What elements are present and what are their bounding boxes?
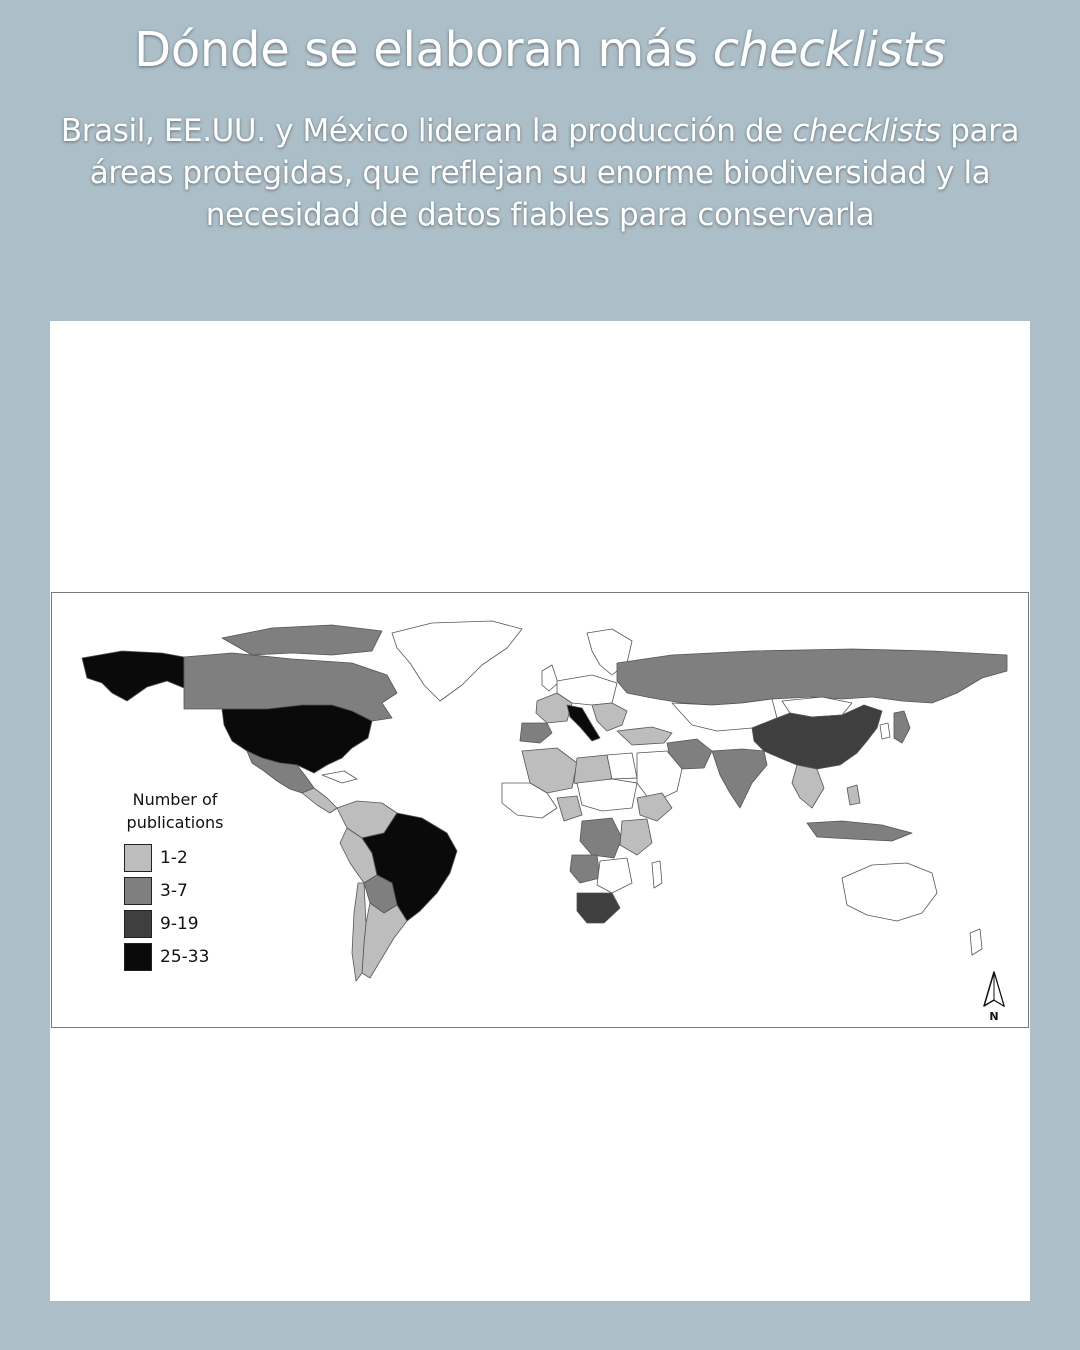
legend-label: 25-33 xyxy=(160,947,210,967)
region-nigeria xyxy=(557,796,582,821)
region-japan xyxy=(894,711,910,743)
page-subtitle xyxy=(40,110,1040,236)
region-korea xyxy=(880,723,890,739)
region-sudan-chad xyxy=(577,779,637,811)
title-text: Dónde se elaboran más xyxy=(134,22,713,78)
title-emphasis: checklists xyxy=(712,22,946,78)
region-usa xyxy=(222,705,372,773)
region-angola xyxy=(570,855,600,883)
north-label: N xyxy=(989,1010,999,1022)
region-southern-africa xyxy=(597,858,632,893)
north-arrow-icon xyxy=(980,970,1008,1022)
legend-title-line1: Number of xyxy=(132,790,218,809)
legend-title xyxy=(120,788,230,834)
legend-swatch xyxy=(124,844,152,872)
region-new-zealand xyxy=(970,929,982,955)
region-balkans xyxy=(592,703,627,731)
region-ethiopia xyxy=(637,793,672,821)
legend-items xyxy=(120,844,260,971)
region-spain xyxy=(520,723,552,743)
figure-card xyxy=(50,321,1030,1301)
region-drc xyxy=(580,818,622,858)
subtitle-text-end: para áreas protegidas, que reflejan su enorme biodiversidad y la necesidad de datos fiables para conservarla xyxy=(89,113,1020,233)
legend-title-line2: publications xyxy=(126,813,224,832)
legend-swatch xyxy=(124,910,152,938)
region-egypt xyxy=(607,753,637,779)
region-greenland xyxy=(392,621,522,701)
region-turkey xyxy=(617,727,672,745)
legend-item xyxy=(120,844,260,872)
legend-item xyxy=(120,910,260,938)
region-madagascar xyxy=(652,861,662,888)
legend-item xyxy=(120,877,260,905)
region-argentina xyxy=(362,903,407,978)
region-southeast-asia xyxy=(792,765,824,808)
region-central-america xyxy=(302,788,337,813)
region-south-africa xyxy=(577,893,620,923)
region-indonesia xyxy=(807,821,912,841)
legend-swatch xyxy=(124,877,152,905)
region-india xyxy=(712,749,767,808)
legend-item xyxy=(120,943,260,971)
region-philippines xyxy=(847,785,860,805)
region-russia xyxy=(617,649,1007,705)
map-legend xyxy=(120,788,260,971)
region-kenya-tanzania xyxy=(620,819,652,855)
subtitle-text-start: Brasil, EE.UU. y México lideran la producción de xyxy=(60,113,793,149)
region-arctic-islands xyxy=(222,625,382,655)
region-uk xyxy=(542,665,558,691)
world-map-figure xyxy=(51,592,1029,1028)
region-alaska xyxy=(82,651,184,701)
legend-label: 9-19 xyxy=(160,914,199,934)
legend-label: 1-2 xyxy=(160,848,188,868)
page-title xyxy=(0,22,1080,78)
legend-swatch xyxy=(124,943,152,971)
region-caribbean xyxy=(322,771,357,783)
region-australia xyxy=(842,863,937,921)
subtitle-emphasis: checklists xyxy=(792,113,941,149)
legend-label: 3-7 xyxy=(160,881,188,901)
